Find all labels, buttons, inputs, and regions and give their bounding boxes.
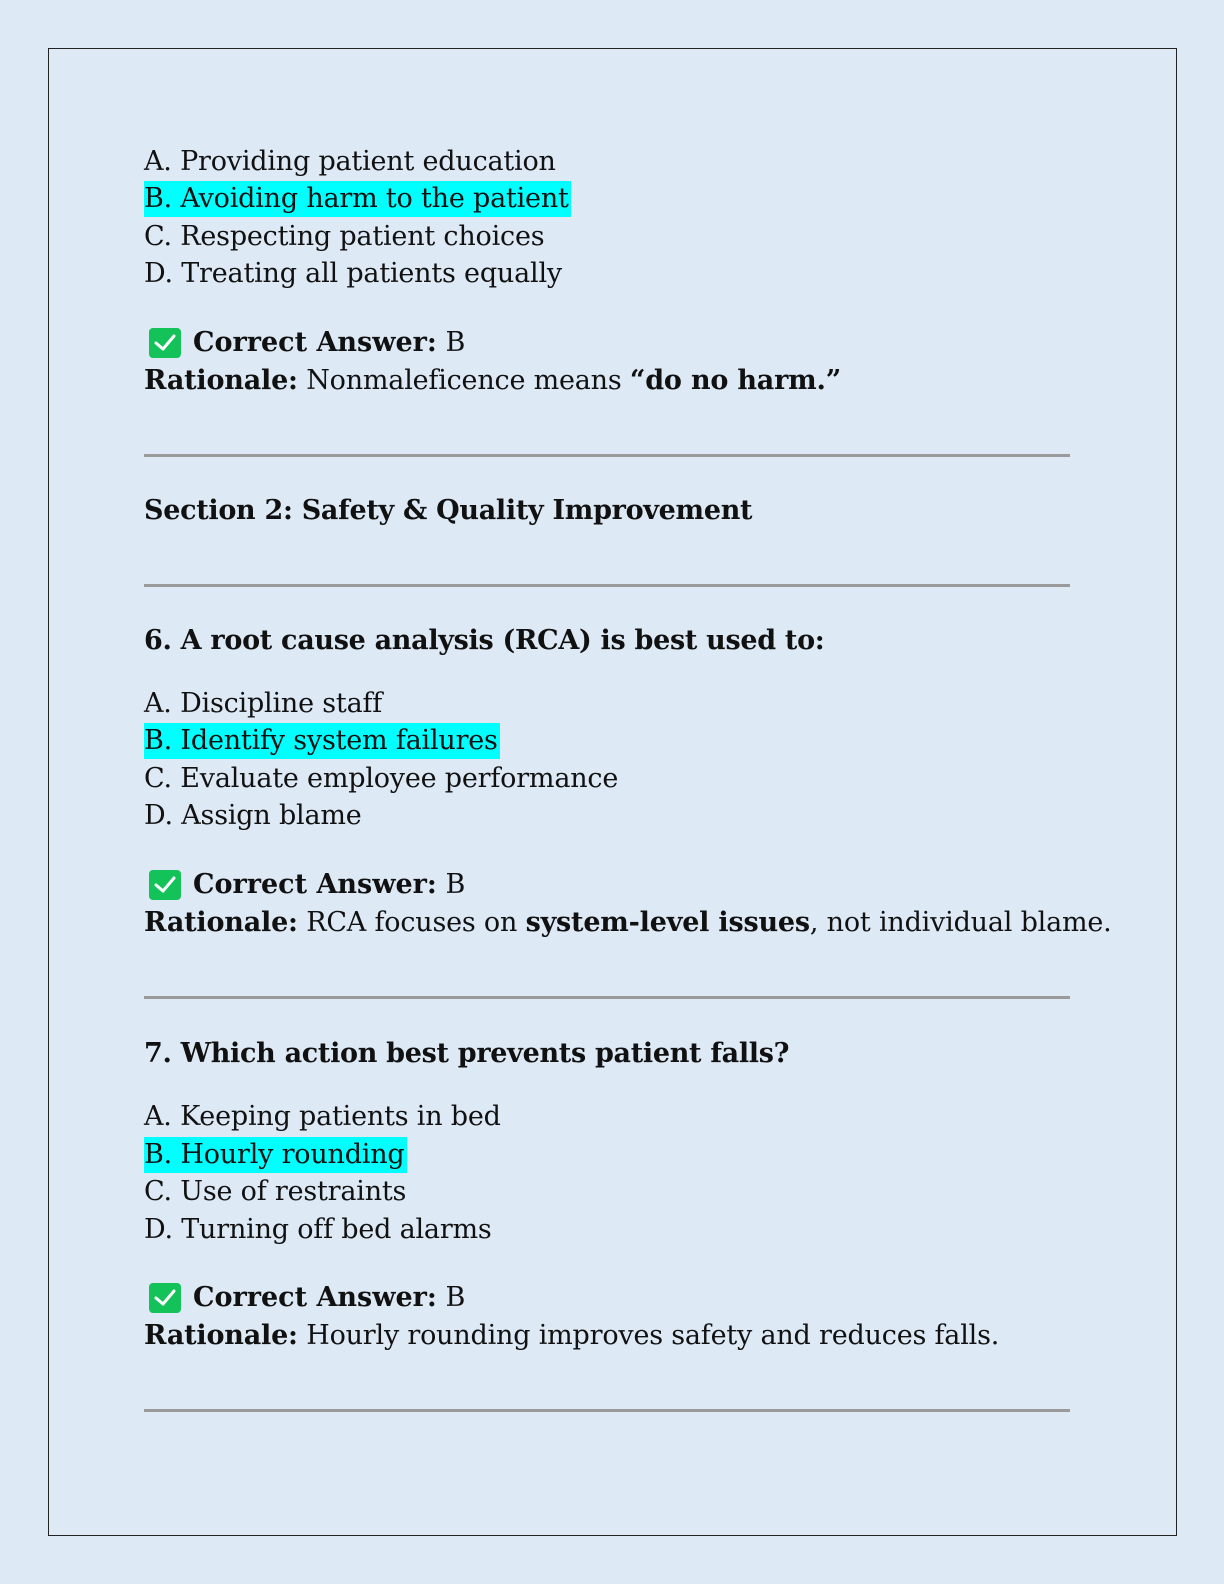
rationale — [144, 363, 841, 399]
section-heading: Section 2: Safety & Quality Improvement — [144, 495, 753, 526]
option-b-highlighted: B. Avoiding harm to the patient — [144, 181, 571, 217]
rationale-text-end: , not individual blame. — [809, 907, 1112, 938]
option-b-highlighted: B. Hourly rounding — [144, 1137, 407, 1173]
section-divider — [144, 996, 1070, 999]
section-divider — [144, 454, 1070, 457]
option-a: A. Providing patient education — [144, 146, 556, 177]
correct-answer-line — [144, 1280, 465, 1316]
option-b-highlighted: B. Identify system failures — [144, 723, 500, 759]
section-divider — [144, 1409, 1070, 1412]
option-a: A. Discipline staff — [144, 688, 383, 719]
rationale-label: Rationale: — [144, 1320, 298, 1351]
correct-answer-value: B — [445, 869, 466, 900]
rationale-text: RCA focuses on — [306, 907, 526, 938]
correct-answer-value: B — [445, 1282, 466, 1313]
correct-answer-line — [144, 867, 465, 903]
correct-answer-label: Correct Answer: — [193, 327, 437, 358]
check-mark-icon — [149, 328, 181, 358]
option-d: D. Assign blame — [144, 800, 362, 831]
rationale-text: Hourly rounding improves safety and reduces falls. — [306, 1320, 1000, 1351]
option-c: C. Evaluate employee performance — [144, 763, 619, 794]
correct-answer-label: Correct Answer: — [193, 869, 437, 900]
rationale-text: Nonmaleficence means — [306, 365, 630, 396]
option-d: D. Turning off bed alarms — [144, 1214, 492, 1245]
rationale-emphasis: system-level issues — [525, 907, 810, 938]
option-c: C. Use of restraints — [144, 1176, 407, 1207]
rationale — [144, 905, 1112, 941]
question-6: 6. A root cause analysis (RCA) is best used to: — [144, 625, 825, 656]
correct-answer-label: Correct Answer: — [193, 1282, 437, 1313]
correct-answer-line — [144, 325, 465, 361]
question-7: 7. Which action best prevents patient falls? — [144, 1038, 790, 1069]
rationale-label: Rationale: — [144, 907, 298, 938]
rationale-label: Rationale: — [144, 365, 298, 396]
option-c: C. Respecting patient choices — [144, 221, 545, 252]
check-mark-icon — [149, 1283, 181, 1313]
correct-answer-value: B — [445, 327, 466, 358]
option-d: D. Treating all patients equally — [144, 258, 562, 289]
rationale-emphasis: “do no harm.” — [629, 365, 842, 396]
section-divider — [144, 584, 1070, 587]
option-a: A. Keeping patients in bed — [144, 1101, 501, 1132]
rationale — [144, 1318, 999, 1354]
check-mark-icon — [149, 870, 181, 900]
